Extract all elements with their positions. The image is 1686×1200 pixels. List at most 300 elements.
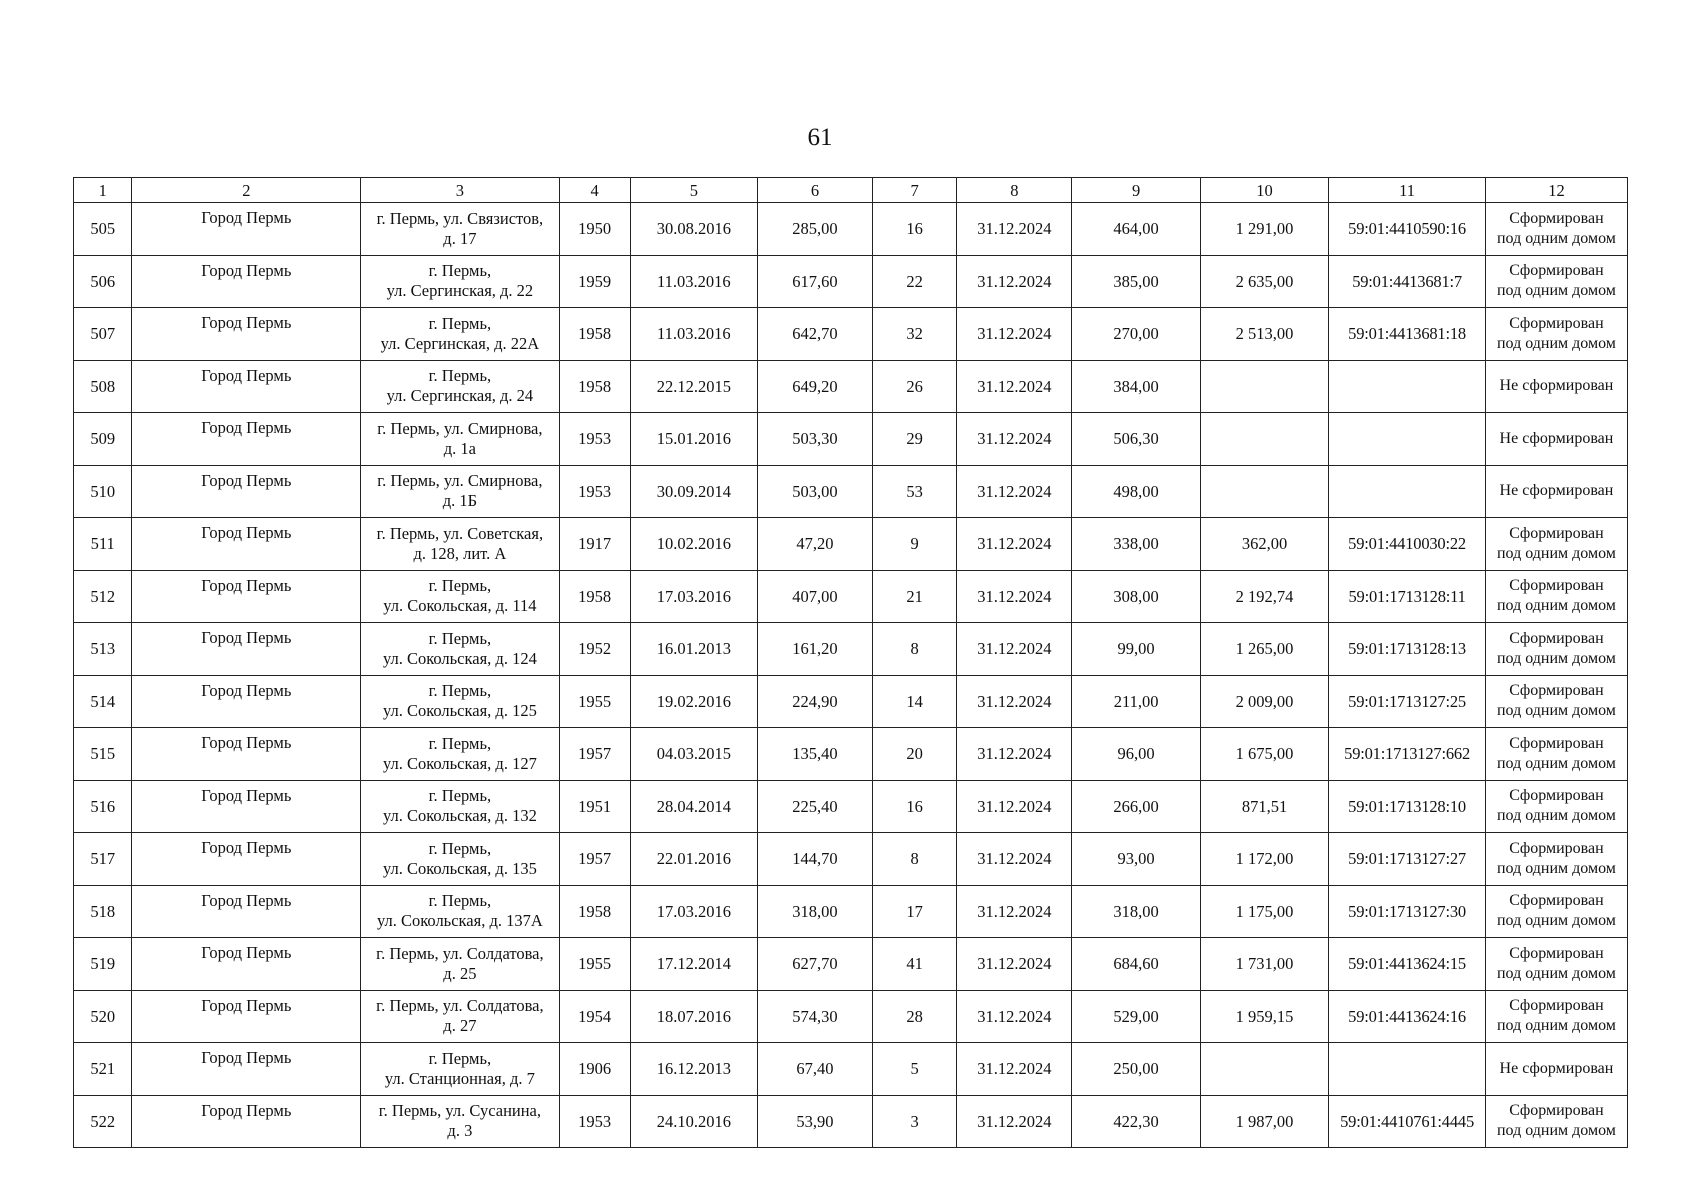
residents-cell: 16 — [872, 203, 957, 256]
address-line: г. Пермь, — [428, 1048, 492, 1068]
cadastral-number-cell — [1329, 1043, 1486, 1096]
resettlement-deadline-cell: 31.12.2024 — [957, 675, 1072, 728]
cadastral-number-cell — [1329, 465, 1486, 518]
row-number-cell: 512 — [74, 570, 132, 623]
recognition-date-cell: 17.12.2014 — [630, 938, 757, 991]
land-status-line: Сформирован — [1509, 262, 1604, 280]
recognition-date-cell: 24.10.2016 — [630, 1095, 757, 1148]
cadastral-number-cell: 59:01:1713128:13 — [1329, 623, 1486, 676]
land-status-line: Сформирован — [1509, 629, 1604, 647]
column-9-cell: 270,00 — [1072, 308, 1200, 361]
land-status-line: Не сформирован — [1499, 429, 1614, 447]
municipality-cell: Город Пермь — [132, 938, 361, 991]
address-line: ул. Сергинская, д. 24 — [386, 386, 534, 406]
address-line: д. 17 — [443, 228, 477, 248]
address-cell — [361, 203, 559, 256]
resettlement-deadline-cell: 31.12.2024 — [957, 1043, 1072, 1096]
land-status-line: Сформирован — [1509, 787, 1604, 805]
address-line: д. 25 — [443, 963, 477, 983]
area-cell: 649,20 — [758, 360, 873, 413]
land-area-cell: 871,51 — [1200, 780, 1328, 833]
land-status-cell — [1485, 833, 1627, 886]
land-status-cell — [1485, 308, 1627, 361]
residents-cell: 21 — [872, 570, 957, 623]
cadastral-number-cell: 59:01:1713127:27 — [1329, 833, 1486, 886]
build-year-cell: 1953 — [559, 413, 630, 466]
address-cell — [361, 465, 559, 518]
land-status-cell — [1485, 728, 1627, 781]
land-status-line: под одним домом — [1496, 282, 1616, 300]
land-status-line: Сформирован — [1509, 209, 1604, 227]
recognition-date-cell: 19.02.2016 — [630, 675, 757, 728]
row-number-cell: 510 — [74, 465, 132, 518]
land-status-line: под одним домом — [1496, 859, 1616, 877]
residents-cell: 5 — [872, 1043, 957, 1096]
column-number-6: 6 — [758, 178, 873, 203]
residents-cell: 20 — [872, 728, 957, 781]
municipality-cell: Город Пермь — [132, 728, 361, 781]
residents-cell: 3 — [872, 1095, 957, 1148]
row-number-cell: 511 — [74, 518, 132, 571]
resettlement-deadline-cell: 31.12.2024 — [957, 885, 1072, 938]
row-number-cell: 507 — [74, 308, 132, 361]
address-line: ул. Сокольская, д. 124 — [382, 648, 537, 668]
municipality-cell: Город Пермь — [132, 833, 361, 886]
land-status-cell — [1485, 465, 1627, 518]
table-row — [74, 413, 1628, 466]
row-number-cell: 513 — [74, 623, 132, 676]
municipality-cell: Город Пермь — [132, 413, 361, 466]
land-status-line: Сформирован — [1509, 524, 1604, 542]
address-line: г. Пермь, — [428, 786, 492, 806]
build-year-cell: 1954 — [559, 990, 630, 1043]
resettlement-deadline-cell: 31.12.2024 — [957, 413, 1072, 466]
municipality-cell: Город Пермь — [132, 623, 361, 676]
build-year-cell: 1952 — [559, 623, 630, 676]
address-line: д. 128, лит. А — [413, 543, 507, 563]
area-cell: 135,40 — [758, 728, 873, 781]
residents-cell: 17 — [872, 885, 957, 938]
row-number-cell: 522 — [74, 1095, 132, 1148]
cadastral-number-cell — [1329, 360, 1486, 413]
column-number-8: 8 — [957, 178, 1072, 203]
resettlement-deadline-cell: 31.12.2024 — [957, 308, 1072, 361]
land-status-cell — [1485, 885, 1627, 938]
resettlement-deadline-cell: 31.12.2024 — [957, 623, 1072, 676]
municipality-cell: Город Пермь — [132, 1095, 361, 1148]
table-row — [74, 570, 1628, 623]
resettlement-deadline-cell: 31.12.2024 — [957, 570, 1072, 623]
land-status-line: Сформирован — [1509, 314, 1604, 332]
table-row — [74, 675, 1628, 728]
row-number-cell: 517 — [74, 833, 132, 886]
land-status-line: Сформирован — [1509, 944, 1604, 962]
municipality-cell: Город Пермь — [132, 308, 361, 361]
column-number-3: 3 — [361, 178, 559, 203]
column-9-cell: 93,00 — [1072, 833, 1200, 886]
land-status-line: под одним домом — [1496, 702, 1616, 720]
area-cell: 627,70 — [758, 938, 873, 991]
area-cell: 642,70 — [758, 308, 873, 361]
recognition-date-cell: 15.01.2016 — [630, 413, 757, 466]
municipality-cell: Город Пермь — [132, 780, 361, 833]
row-number-cell: 520 — [74, 990, 132, 1043]
land-status-line: под одним домом — [1496, 544, 1616, 562]
column-number-12: 12 — [1485, 178, 1627, 203]
build-year-cell: 1906 — [559, 1043, 630, 1096]
land-status-line: Не сформирован — [1499, 1059, 1614, 1077]
address-line: г. Пермь, ул. Советская, — [376, 523, 544, 543]
land-status-line: Сформирован — [1509, 892, 1604, 910]
row-number-cell: 519 — [74, 938, 132, 991]
column-number-1: 1 — [74, 178, 132, 203]
land-status-line: под одним домом — [1496, 754, 1616, 772]
land-status-line: Не сформирован — [1499, 377, 1614, 395]
address-line: г. Пермь, ул. Солдатова, — [376, 996, 544, 1016]
area-cell: 407,00 — [758, 570, 873, 623]
residents-cell: 28 — [872, 990, 957, 1043]
address-cell — [361, 413, 559, 466]
municipality-cell: Город Пермь — [132, 990, 361, 1043]
build-year-cell: 1955 — [559, 675, 630, 728]
residents-cell: 8 — [872, 833, 957, 886]
land-status-line: Сформирован — [1509, 577, 1604, 595]
build-year-cell: 1950 — [559, 203, 630, 256]
address-cell — [361, 255, 559, 308]
column-9-cell: 96,00 — [1072, 728, 1200, 781]
housing-registry-table — [73, 177, 1628, 1148]
land-status-cell — [1485, 780, 1627, 833]
address-cell — [361, 938, 559, 991]
address-cell — [361, 360, 559, 413]
table-row — [74, 308, 1628, 361]
build-year-cell: 1953 — [559, 1095, 630, 1148]
land-status-cell — [1485, 203, 1627, 256]
area-cell: 318,00 — [758, 885, 873, 938]
row-number-cell: 516 — [74, 780, 132, 833]
cadastral-number-cell: 59:01:4413624:15 — [1329, 938, 1486, 991]
resettlement-deadline-cell: 31.12.2024 — [957, 728, 1072, 781]
area-cell: 47,20 — [758, 518, 873, 571]
row-number-cell: 509 — [74, 413, 132, 466]
land-status-cell — [1485, 255, 1627, 308]
residents-cell: 8 — [872, 623, 957, 676]
recognition-date-cell: 17.03.2016 — [630, 885, 757, 938]
land-area-cell: 1 172,00 — [1200, 833, 1328, 886]
municipality-cell: Город Пермь — [132, 255, 361, 308]
land-status-line: под одним домом — [1496, 912, 1616, 930]
column-9-cell: 422,30 — [1072, 1095, 1200, 1148]
row-number-cell: 514 — [74, 675, 132, 728]
cadastral-number-cell: 59:01:1713128:10 — [1329, 780, 1486, 833]
land-status-line: Сформирован — [1509, 734, 1604, 752]
address-cell — [361, 990, 559, 1043]
land-status-cell — [1485, 623, 1627, 676]
area-cell: 161,20 — [758, 623, 873, 676]
land-area-cell: 362,00 — [1200, 518, 1328, 571]
cadastral-number-cell: 59:01:4410761:4445 — [1329, 1095, 1486, 1148]
recognition-date-cell: 10.02.2016 — [630, 518, 757, 571]
column-number-2: 2 — [132, 178, 361, 203]
column-9-cell: 498,00 — [1072, 465, 1200, 518]
table-row — [74, 990, 1628, 1043]
address-line: г. Пермь, — [428, 838, 492, 858]
build-year-cell: 1958 — [559, 570, 630, 623]
land-status-line: под одним домом — [1496, 964, 1616, 982]
land-area-cell: 1 265,00 — [1200, 623, 1328, 676]
cadastral-number-cell — [1329, 413, 1486, 466]
recognition-date-cell: 16.12.2013 — [630, 1043, 757, 1096]
address-line: д. 1Б — [442, 491, 478, 511]
table-body — [74, 178, 1628, 1148]
land-status-line: под одним домом — [1496, 649, 1616, 667]
table-row — [74, 1043, 1628, 1096]
recognition-date-cell: 28.04.2014 — [630, 780, 757, 833]
column-9-cell: 384,00 — [1072, 360, 1200, 413]
recognition-date-cell: 17.03.2016 — [630, 570, 757, 623]
land-status-line: под одним домом — [1496, 1122, 1616, 1140]
address-line: г. Пермь, — [428, 261, 492, 281]
build-year-cell: 1958 — [559, 360, 630, 413]
address-line: г. Пермь, — [428, 628, 492, 648]
address-line: д. 3 — [447, 1121, 473, 1141]
land-status-cell — [1485, 938, 1627, 991]
land-status-cell — [1485, 413, 1627, 466]
area-cell: 617,60 — [758, 255, 873, 308]
row-number-cell: 518 — [74, 885, 132, 938]
resettlement-deadline-cell: 31.12.2024 — [957, 833, 1072, 886]
column-9-cell: 318,00 — [1072, 885, 1200, 938]
municipality-cell: Город Пермь — [132, 1043, 361, 1096]
address-line: ул. Сокольская, д. 135 — [382, 858, 537, 878]
row-number-cell: 521 — [74, 1043, 132, 1096]
column-9-cell: 506,30 — [1072, 413, 1200, 466]
column-number-9: 9 — [1072, 178, 1200, 203]
residents-cell: 9 — [872, 518, 957, 571]
column-number-11: 11 — [1329, 178, 1486, 203]
land-status-cell — [1485, 570, 1627, 623]
address-line: г. Пермь, — [428, 891, 492, 911]
recognition-date-cell: 22.01.2016 — [630, 833, 757, 886]
build-year-cell: 1959 — [559, 255, 630, 308]
address-line: г. Пермь, — [428, 733, 492, 753]
table-row — [74, 1095, 1628, 1148]
column-9-cell: 211,00 — [1072, 675, 1200, 728]
land-area-cell: 2 513,00 — [1200, 308, 1328, 361]
municipality-cell: Город Пермь — [132, 885, 361, 938]
land-status-line: Сформирован — [1509, 682, 1604, 700]
table-row — [74, 780, 1628, 833]
municipality-cell: Город Пермь — [132, 518, 361, 571]
column-number-10: 10 — [1200, 178, 1328, 203]
address-line: г. Пермь, ул. Смирнова, — [377, 471, 543, 491]
residents-cell: 26 — [872, 360, 957, 413]
cadastral-number-cell: 59:01:4413681:7 — [1329, 255, 1486, 308]
land-status-line: Сформирован — [1509, 997, 1604, 1015]
table-row — [74, 833, 1628, 886]
column-number-4: 4 — [559, 178, 630, 203]
column-9-cell: 308,00 — [1072, 570, 1200, 623]
column-9-cell: 250,00 — [1072, 1043, 1200, 1096]
residents-cell: 16 — [872, 780, 957, 833]
recognition-date-cell: 30.09.2014 — [630, 465, 757, 518]
address-cell — [361, 780, 559, 833]
land-status-cell — [1485, 675, 1627, 728]
area-cell: 503,00 — [758, 465, 873, 518]
column-9-cell: 338,00 — [1072, 518, 1200, 571]
land-status-cell — [1485, 1043, 1627, 1096]
row-number-cell: 506 — [74, 255, 132, 308]
column-number-7: 7 — [872, 178, 957, 203]
build-year-cell: 1958 — [559, 308, 630, 361]
land-status-line: Сформирован — [1509, 1102, 1604, 1120]
address-line: г. Пермь, — [428, 366, 492, 386]
address-line: г. Пермь, — [428, 681, 492, 701]
address-line: г. Пермь, ул. Солдатова, — [376, 943, 544, 963]
build-year-cell: 1957 — [559, 833, 630, 886]
resettlement-deadline-cell: 31.12.2024 — [957, 465, 1072, 518]
build-year-cell: 1955 — [559, 938, 630, 991]
column-9-cell: 266,00 — [1072, 780, 1200, 833]
cadastral-number-cell: 59:01:1713127:30 — [1329, 885, 1486, 938]
recognition-date-cell: 22.12.2015 — [630, 360, 757, 413]
address-line: ул. Сокольская, д. 114 — [383, 596, 537, 616]
municipality-cell: Город Пермь — [132, 360, 361, 413]
cadastral-number-cell: 59:01:4410590:16 — [1329, 203, 1486, 256]
cadastral-number-cell: 59:01:4413681:18 — [1329, 308, 1486, 361]
table-row — [74, 938, 1628, 991]
build-year-cell: 1953 — [559, 465, 630, 518]
address-line: г. Пермь, ул. Сусанина, — [378, 1101, 542, 1121]
land-area-cell — [1200, 360, 1328, 413]
area-cell: 225,40 — [758, 780, 873, 833]
row-number-cell: 505 — [74, 203, 132, 256]
land-area-cell: 1 291,00 — [1200, 203, 1328, 256]
land-area-cell — [1200, 1043, 1328, 1096]
column-9-cell: 464,00 — [1072, 203, 1200, 256]
address-line: г. Пермь, ул. Связистов, — [376, 208, 544, 228]
land-status-line: под одним домом — [1496, 597, 1616, 615]
table-row — [74, 623, 1628, 676]
address-line: ул. Сокольская, д. 127 — [382, 753, 537, 773]
address-line: г. Пермь, — [428, 313, 492, 333]
land-area-cell: 2 192,74 — [1200, 570, 1328, 623]
table-row — [74, 465, 1628, 518]
area-cell: 53,90 — [758, 1095, 873, 1148]
address-cell — [361, 675, 559, 728]
land-status-cell — [1485, 360, 1627, 413]
column-number-5: 5 — [630, 178, 757, 203]
table-row — [74, 728, 1628, 781]
address-line: г. Пермь, ул. Смирнова, — [377, 418, 543, 438]
address-cell — [361, 308, 559, 361]
column-9-cell: 684,60 — [1072, 938, 1200, 991]
cadastral-number-cell: 59:01:1713127:25 — [1329, 675, 1486, 728]
land-area-cell: 1 175,00 — [1200, 885, 1328, 938]
table-row — [74, 360, 1628, 413]
address-line: д. 27 — [443, 1016, 477, 1036]
land-status-line: Не сформирован — [1499, 482, 1614, 500]
address-cell — [361, 570, 559, 623]
land-status-line: Сформирован — [1509, 839, 1604, 857]
build-year-cell: 1957 — [559, 728, 630, 781]
land-area-cell: 1 731,00 — [1200, 938, 1328, 991]
build-year-cell: 1917 — [559, 518, 630, 571]
table-row — [74, 885, 1628, 938]
cadastral-number-cell: 59:01:4410030:22 — [1329, 518, 1486, 571]
address-cell — [361, 1095, 559, 1148]
cadastral-number-cell: 59:01:4413624:16 — [1329, 990, 1486, 1043]
municipality-cell: Город Пермь — [132, 203, 361, 256]
municipality-cell: Город Пермь — [132, 675, 361, 728]
residents-cell: 32 — [872, 308, 957, 361]
build-year-cell: 1951 — [559, 780, 630, 833]
recognition-date-cell: 18.07.2016 — [630, 990, 757, 1043]
area-cell: 67,40 — [758, 1043, 873, 1096]
area-cell: 574,30 — [758, 990, 873, 1043]
land-area-cell — [1200, 465, 1328, 518]
land-area-cell: 1 675,00 — [1200, 728, 1328, 781]
residents-cell: 41 — [872, 938, 957, 991]
table-row — [74, 255, 1628, 308]
land-status-line: под одним домом — [1496, 807, 1616, 825]
resettlement-deadline-cell: 31.12.2024 — [957, 1095, 1072, 1148]
resettlement-deadline-cell: 31.12.2024 — [957, 203, 1072, 256]
resettlement-deadline-cell: 31.12.2024 — [957, 780, 1072, 833]
area-cell: 503,30 — [758, 413, 873, 466]
land-status-cell — [1485, 518, 1627, 571]
recognition-date-cell: 30.08.2016 — [630, 203, 757, 256]
municipality-cell: Город Пермь — [132, 570, 361, 623]
address-line: ул. Сокольская, д. 125 — [382, 701, 537, 721]
land-area-cell: 2 635,00 — [1200, 255, 1328, 308]
address-cell — [361, 1043, 559, 1096]
municipality-cell: Город Пермь — [132, 465, 361, 518]
address-line: д. 1а — [443, 438, 476, 458]
table-row — [74, 518, 1628, 571]
residents-cell: 29 — [872, 413, 957, 466]
recognition-date-cell: 11.03.2016 — [630, 255, 757, 308]
recognition-date-cell: 16.01.2013 — [630, 623, 757, 676]
land-status-cell — [1485, 990, 1627, 1043]
address-cell — [361, 833, 559, 886]
land-status-cell — [1485, 1095, 1627, 1148]
land-status-line: под одним домом — [1496, 334, 1616, 352]
land-status-line: под одним домом — [1496, 229, 1616, 247]
area-cell: 285,00 — [758, 203, 873, 256]
land-status-line: под одним домом — [1496, 1017, 1616, 1035]
residents-cell: 14 — [872, 675, 957, 728]
build-year-cell: 1958 — [559, 885, 630, 938]
table-row — [74, 203, 1628, 256]
resettlement-deadline-cell: 31.12.2024 — [957, 255, 1072, 308]
column-number-header-row — [74, 178, 1628, 203]
address-cell — [361, 518, 559, 571]
column-9-cell: 99,00 — [1072, 623, 1200, 676]
address-cell — [361, 623, 559, 676]
address-line: ул. Сокольская, д. 137А — [376, 911, 543, 931]
area-cell: 144,70 — [758, 833, 873, 886]
resettlement-deadline-cell: 31.12.2024 — [957, 938, 1072, 991]
column-9-cell: 385,00 — [1072, 255, 1200, 308]
address-cell — [361, 885, 559, 938]
land-area-cell: 1 959,15 — [1200, 990, 1328, 1043]
address-line: ул. Сергинская, д. 22 — [386, 281, 534, 301]
address-line: г. Пермь, — [428, 576, 492, 596]
residents-cell: 53 — [872, 465, 957, 518]
residents-cell: 22 — [872, 255, 957, 308]
address-line: ул. Сокольская, д. 132 — [382, 806, 537, 826]
